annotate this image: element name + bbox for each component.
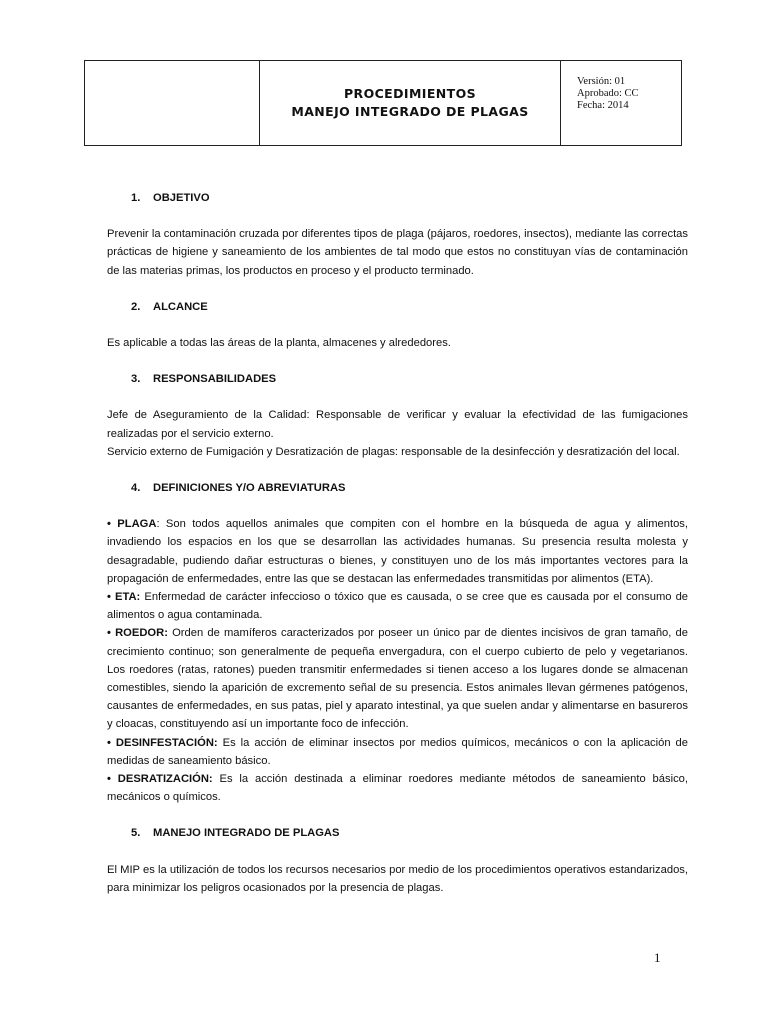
definition-text: Es la acción de eliminar insectos por medios químicos, mecánicos o con la aplicación de medidas de saneamiento básico. <box>107 736 689 767</box>
objetivo-paragraph: Prevenir la contaminación cruzada por diferentes tipos de plaga (pájaros, roedores, insectos), mediante las correctas prácticas de higiene y saneamiento de los ambientes de tal modo que estos no constituyan vías de contaminación de las materias primas, los productos en proceso y el producto terminado. <box>107 228 688 277</box>
definition-item-desinfestacion <box>107 734 688 770</box>
definition-item-eta <box>107 588 688 624</box>
section-heading-manejo <box>107 824 688 842</box>
responsabilidades-paragraph-2: Servicio externo de Fumigación y Desratización de plagas: responsable de la desinfección y desratización del local. <box>107 445 680 458</box>
section-heading-responsabilidades <box>107 370 688 388</box>
definition-separator <box>213 773 220 785</box>
definition-item-desratizacion <box>107 770 688 806</box>
approved-label: Aprobado: CC <box>577 88 639 99</box>
section-title: MANEJO INTEGRADO DE PLAGAS <box>153 827 340 840</box>
section-heading-objetivo <box>107 189 688 207</box>
section-number: 4. <box>131 482 141 495</box>
header-title-cell <box>260 61 561 145</box>
definition-item-roedor <box>107 624 688 733</box>
document-body <box>107 189 688 897</box>
section-heading-alcance <box>107 298 688 316</box>
definition-term: • DESINFESTACIÓN: <box>107 736 218 749</box>
section-title: RESPONSABILIDADES <box>153 373 277 386</box>
header-title-line1: PROCEDIMIENTOS <box>344 86 476 101</box>
alcance-paragraph: Es aplicable a todas las áreas de la planta, almacenes y alrededores. <box>107 337 451 350</box>
document-header-table <box>84 60 682 146</box>
definition-text: Enfermedad de carácter infeccioso o tóxico que es causada, o se cree que es causada por el consumo de alimentos o agua contaminada. <box>107 591 689 622</box>
header-title-line2: MANEJO INTEGRADO DE PLAGAS <box>291 104 529 119</box>
responsabilidades-paragraph-1: Jefe de Aseguramiento de la Calidad: Responsable de verificar y evaluar la efectividad de las fumigaciones realizadas por el servicio externo. <box>107 409 688 440</box>
section-title: OBJETIVO <box>153 192 210 204</box>
definition-term: • ROEDOR: <box>107 627 168 640</box>
header-meta-cell <box>561 61 681 145</box>
definition-term: • PLAGA <box>107 518 157 531</box>
page-number: 1 <box>654 950 661 965</box>
manejo-paragraph: El MIP es la utilización de todos los recursos necesarios por medio de los procedimientos operativos estandarizados, para minimizar los peligros ocasionados por la presencia de plagas. <box>107 863 688 894</box>
definition-text: Es la acción destinada a eliminar roedores mediante métodos de saneamiento básico, mecánicos o químicos. <box>107 773 688 804</box>
definition-term: • ETA: <box>107 591 141 604</box>
section-title: DEFINICIONES Y/O ABREVIATURAS <box>153 482 346 495</box>
definition-text: Orden de mamíferos caracterizados por poseer un único par de dientes incisivos de gran tamaño, de crecimiento continuo; son generalmente de pequeña envergadura, con el cuerpo cubierto de pelo y vegetarianos. Los roedores (ratas, ratones) pueden transmitir enfermedades si tienen acceso a los lugares donde se almacenan comestibles, siendo la aparición de excremento señal de su presencia. Estos animales llevan gérmenes patógenos, causantes de enfermedades, en sus patas, piel y aparato intestinal, ya que suelen andar y alimentarse en basureros y cloacas, constituyendo así un importante foco de infección. <box>107 627 688 731</box>
definition-term: • DESRATIZACIÓN: <box>107 773 213 786</box>
section-number: 5. <box>131 827 141 840</box>
section-heading-definiciones <box>107 479 688 497</box>
section-number: 1. <box>131 192 141 204</box>
definition-text: Son todos aquellos animales que compiten con el hombre en la búsqueda de agua y alimentos, invadiendo los espacios en los que se desarrollan las actividades humanas. Su presencia resulta molesta y desagradable, pudiendo dañar estructuras o bienes, y constituyen uno de los más importantes vectores para la propagación de enfermedades, entre las que se destacan las enfermedades transmitidas por alimentos (ETA). <box>107 518 689 585</box>
section-title: ALCANCE <box>153 300 208 313</box>
section-number: 3. <box>131 373 141 386</box>
definition-separator: : <box>156 518 166 531</box>
definition-item-plaga <box>107 515 688 588</box>
logo-cell <box>85 61 260 145</box>
section-number: 2. <box>131 300 141 313</box>
date-label: Fecha: 2014 <box>577 100 629 111</box>
version-label: Versión: 01 <box>577 76 626 87</box>
